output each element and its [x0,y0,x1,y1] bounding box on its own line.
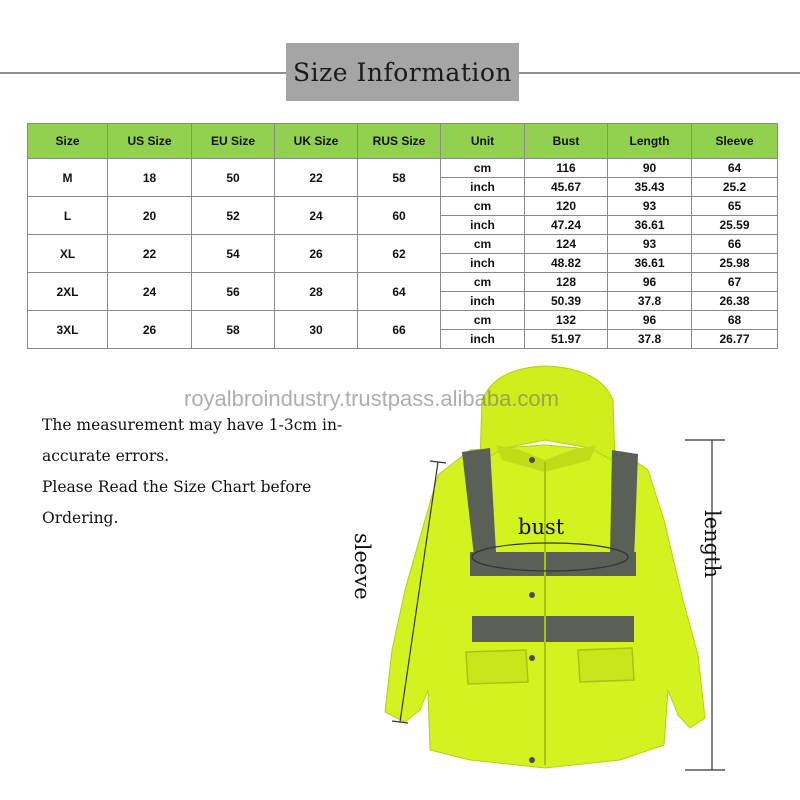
cell-length: 36.61 [608,254,692,273]
cell-bust: 45.67 [525,178,608,197]
cell-unit: cm [441,197,525,216]
cell-eu: 54 [192,235,275,273]
cell-sleeve: 67 [692,273,778,292]
cell-sleeve: 64 [692,159,778,178]
button-icon [529,457,535,463]
header-size: Size [28,124,108,159]
cell-length: 93 [608,197,692,216]
button-icon [529,655,535,661]
cell-rus: 66 [358,311,441,349]
header-length: Length [608,124,692,159]
length-label: length [700,510,724,579]
cell-bust: 120 [525,197,608,216]
cell-sleeve: 26.77 [692,330,778,349]
sleeve-label: sleeve [350,533,374,600]
header-sleeve: Sleeve [692,124,778,159]
cell-sleeve: 26.38 [692,292,778,311]
header-unit: Unit [441,124,525,159]
watermark-text: royalbroindustry.trustpass.alibaba.com [184,386,559,411]
cell-size: L [28,197,108,235]
cell-bust: 124 [525,235,608,254]
cell-unit: cm [441,235,525,254]
cell-us: 18 [108,159,192,197]
cell-rus: 64 [358,273,441,311]
cell-rus: 62 [358,235,441,273]
cell-bust: 132 [525,311,608,330]
pocket-flap-left [466,650,528,684]
cell-length: 96 [608,311,692,330]
note-line: The measurement may have 1-3cm in- [42,416,343,434]
note-line: accurate errors. [42,447,170,465]
cell-unit: inch [441,216,525,235]
cell-uk: 22 [275,159,358,197]
cell-us: 24 [108,273,192,311]
cell-rus: 60 [358,197,441,235]
note-line: Please Read the Size Chart before [42,478,312,496]
cell-length: 37.8 [608,330,692,349]
cell-bust: 48.82 [525,254,608,273]
cell-length: 35.43 [608,178,692,197]
cell-sleeve: 25.2 [692,178,778,197]
reflective-band-lower [472,616,634,642]
cell-unit: cm [441,311,525,330]
cell-bust: 50.39 [525,292,608,311]
cell-bust: 128 [525,273,608,292]
header-uk-size: UK Size [275,124,358,159]
header-us-size: US Size [108,124,192,159]
reflective-strap-right [610,450,638,560]
cell-bust: 47.24 [525,216,608,235]
cell-unit: inch [441,178,525,197]
cell-size: 3XL [28,311,108,349]
cell-length: 93 [608,235,692,254]
cell-size: 2XL [28,273,108,311]
button-icon [529,757,535,763]
cell-length: 90 [608,159,692,178]
cell-unit: inch [441,330,525,349]
cell-sleeve: 66 [692,235,778,254]
pocket-flap-right [578,648,634,682]
cell-length: 96 [608,273,692,292]
cell-unit: inch [441,292,525,311]
cell-eu: 52 [192,197,275,235]
page-title: Size Information [286,43,519,101]
cell-bust: 51.97 [525,330,608,349]
cell-size: M [28,159,108,197]
cell-unit: inch [441,254,525,273]
cell-uk: 30 [275,311,358,349]
cell-uk: 28 [275,273,358,311]
cell-eu: 58 [192,311,275,349]
cell-length: 37.8 [608,292,692,311]
header-eu-size: EU Size [192,124,275,159]
reflective-band-upper [470,552,636,576]
note-line: Ordering. [42,509,119,527]
header-bust: Bust [525,124,608,159]
cell-sleeve: 25.59 [692,216,778,235]
cell-uk: 24 [275,197,358,235]
cell-unit: cm [441,159,525,178]
cell-sleeve: 65 [692,197,778,216]
bust-label: bust [518,515,565,539]
cell-uk: 26 [275,235,358,273]
cell-eu: 50 [192,159,275,197]
cell-length: 36.61 [608,216,692,235]
cell-sleeve: 25.98 [692,254,778,273]
cell-unit: cm [441,273,525,292]
cell-sleeve: 68 [692,311,778,330]
header-rus-size: RUS Size [358,124,441,159]
button-icon [529,592,535,598]
cell-us: 20 [108,197,192,235]
cell-bust: 116 [525,159,608,178]
cell-size: XL [28,235,108,273]
cell-eu: 56 [192,273,275,311]
cell-us: 22 [108,235,192,273]
cell-us: 26 [108,311,192,349]
cell-rus: 58 [358,159,441,197]
